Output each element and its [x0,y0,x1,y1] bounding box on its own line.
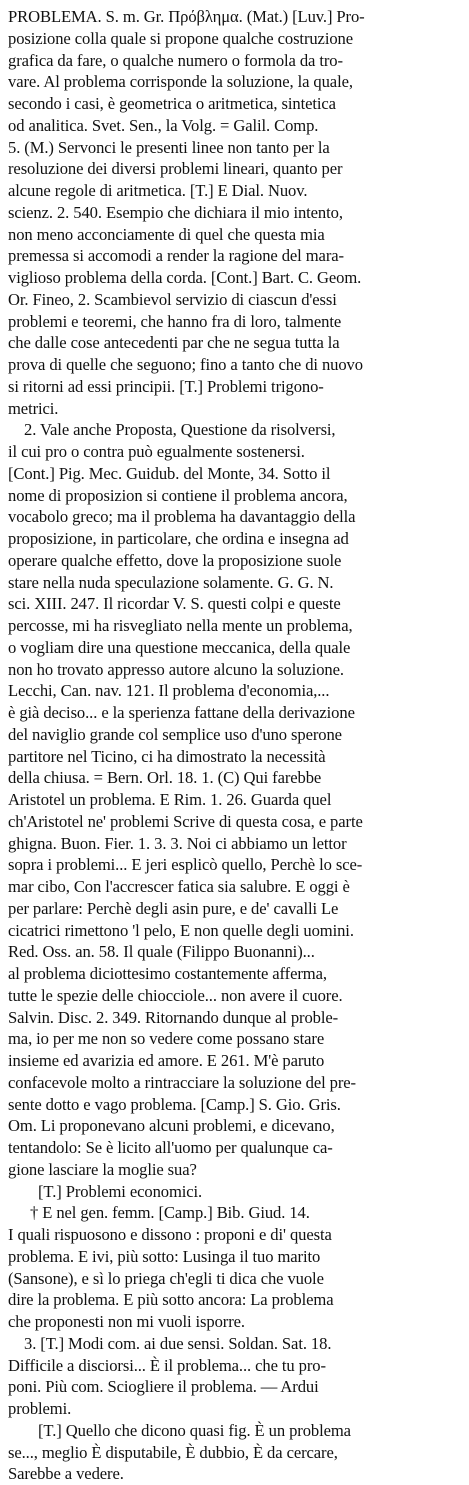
entry-line: cicatrici rimettono 'l pelo, E non quelle degli uomini. [8,920,354,940]
entry-line: scienz. 2. 540. Esempio che dichiara il mio intento, [8,202,343,222]
entry-line: insieme ed avarizia ed amore. E 261. M'è paruto [8,1051,325,1070]
entry-line: ch'Aristotel ne' problemi Scrive di questa cosa, e parte [8,811,363,831]
dictionary-entry-problema [8,6,459,1485]
entry-line: ghigna. Buon. Fier. 1. 3. 3. Noi ci abbiamo un lettor [8,833,347,853]
entry-line: Aristotel un problema. E Rim. 1. 26. Guarda quel [8,790,332,809]
entry-line: del naviglio grande col semplice uso d'uno sperone [8,724,342,744]
entry-line: secondo i casi, è geometrica o aritmetica, sintetica [8,94,336,113]
entry-line: alcune regole di aritmetica. [T.] E Dial. Nuov. [8,181,308,200]
entry-line: problemi e teoremi, che hanno fra di loro, talmente [8,311,342,331]
entry-line: premessa si accomodi a render la ragione del mara- [8,246,344,266]
entry-line: metrici. [8,398,59,418]
entry-line: si ritorni ad essi principii. [T.] Problemi trigono- [8,376,324,396]
entry-line: I quali rispuosono e dissono : proponi e di' questa [8,1225,332,1244]
entry-line: [Cont.] Pig. Mec. Guidub. del Monte, 34. Sotto il [8,463,331,483]
entry-line: (Sansone), e sì lo priega ch'egli ti dica che vuole [8,1268,324,1288]
entry-line: che dalle cose antecedenti par che ne segua tutta la [8,333,340,353]
entry-line: partitore nel Ticino, ci ha dimostrato la necessità [8,746,326,766]
entry-line: poni. Più com. Sciogliere il problema. — Ardui [8,1377,319,1397]
entry-line: non ho trovato appresso autore alcuno la soluzione. [8,659,344,679]
entry-line: [T.] Quello che dicono quasi fig. È un problema [38,1420,351,1440]
entry-line: gione lasciare la moglie sua? [8,1159,197,1179]
entry-line: al problema diciottesimo costantemente afferma, [8,964,327,983]
entry-line: stare nella nuda speculazione solamente. G. G. N. [8,572,334,592]
entry-line: problema. E ivi, più sotto: Lusinga il tuo marito [8,1246,321,1266]
entry-line: non meno acconciamente di quel che questa mia [8,224,325,244]
entry-line: ma, io per me non so vedere come possano stare [8,1029,325,1049]
entry-line: vare. Al problema corrisponde la soluzione, la quale, [8,72,353,92]
entry-line: viglioso problema della corda. [Cont.] Bart. C. Geom. [8,268,362,287]
entry-line: 5. (M.) Servonci le presenti linee non tanto per la [8,137,330,157]
entry-line: Om. Li proponevano alcuni problemi, e dicevano, [8,1116,335,1136]
entry-line: prova di quelle che seguono; fino a tanto che di nuovo [8,355,363,374]
entry-line: percosse, mi ha risvegliato nella mente un problema, [8,616,353,635]
entry-line: problemi. [8,1399,72,1418]
entry-line: Sarebbe a vedere. [8,1464,124,1484]
entry-line: operare qualche effetto, dove la proposizione suole [8,550,342,570]
entry-line: Red. Oss. an. 58. Il quale (Filippo Buonanni)... [8,942,315,962]
entry-line: † E nel gen. femm. [Camp.] Bib. Giud. 14. [30,1203,310,1223]
entry-line: tentandolo: Se è licito all'uomo per qualunque ca- [8,1138,333,1157]
entry-line: od analitica. Svet. Sen., la Volg. = Galil. Comp. [8,115,319,135]
entry-line: Difficile a disciorsi... È il problema... che tu pro- [8,1355,326,1375]
entry-line: Or. Fineo, 2. Scambievol servizio di ciascun d'essi [8,289,337,309]
entry-line: o vogliam dire una questione meccanica, della quale [8,637,351,657]
entry-line: 3. [T.] Modi com. ai due sensi. Soldan. Sat. 18. [24,1333,332,1353]
entry-line: il cui pro o contra può egualmente sostenersi. [8,442,305,461]
entry-line: tutte le spezie delle chiocciole... non avere il cuore. [8,985,343,1005]
entry-line: dire la problema. E più sotto ancora: La problema [8,1290,334,1310]
entry-line: per parlare: Perchè degli asin pure, e de' cavalli Le [8,898,339,918]
entry-line: [T.] Problemi economici. [38,1181,203,1201]
entry-line: resoluzione dei diversi problemi lineari, quanto per [8,159,343,179]
entry-line: grafica da fare, o qualche numero o formola da tro- [8,50,343,70]
entry-line: se..., meglio È disputabile, È dubbio, È da cercare, [8,1442,338,1462]
entry-line: posizione colla quale si propone qualche costruzione [8,28,353,48]
entry-line: sci. XIII. 247. Il ricordar V. S. questi colpi e queste [8,594,341,614]
entry-line: nome di proposizion si contiene il problema ancora, [8,485,348,505]
entry-line: confacevole molto a rintracciare la soluzione del pre- [8,1072,356,1092]
entry-line: mar cibo, Con l'accrescer fatica sia salubre. E oggi è [8,877,350,896]
entry-line: vocabolo greco; ma il problema ha davantaggio della [8,507,356,527]
entry-line: 2. Vale anche Proposta, Questione da risolversi, [24,420,336,440]
entry-line: sente dotto e vago problema. [Camp.] S. Gio. Gris. [8,1094,341,1114]
entry-line: è già deciso... e la sperienza fattane della derivazione [8,703,355,722]
entry-line: sopra i problemi... E jeri esplicò quello, Perchè lo sce- [8,855,363,875]
entry-line: PROBLEMA. S. m. Gr. Πρόβλημα. (Mat.) [Luv.] Pro- [8,7,365,26]
entry-line: che proponesti non mi vuoli isporre. [8,1312,245,1331]
entry-line: proposizione, in particolare, che ordina e insegna ad [8,529,349,548]
entry-line: della chiusa. = Bern. Orl. 18. 1. (C) Qui farebbe [8,768,322,788]
entry-line: Lecchi, Can. nav. 121. Il problema d'economia,... [8,681,330,701]
entry-line: Salvin. Disc. 2. 349. Ritornando dunque al proble- [8,1007,339,1027]
